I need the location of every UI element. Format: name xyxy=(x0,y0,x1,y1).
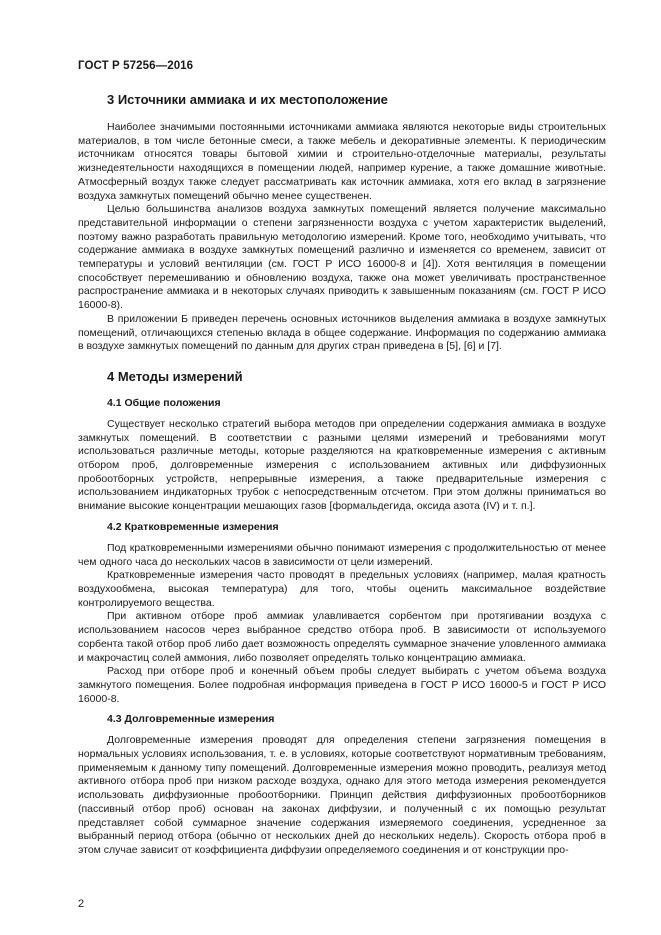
section-3-paragraph: Наиболее значимыми постоянными источниками аммиака являются некоторые виды строительных материалов, в том числе бетонные смеси, а также мебель и декоративные элементы. К периодическим источникам относятся товары бытовой химии и строительно-отделочные материалы, результаты жизнедеятельности находящихся в помещении людей, например курение, а также домашние животные. Атмосферный воздух также следует рассматривать как источник аммиака, хотя его вклад в загрязнение воздуха замкнутых помещений обычно менее существенен. xyxy=(78,121,606,202)
section-3-title: 3 Источники аммиака и их местоположение xyxy=(107,92,388,107)
document-header: ГОСТ Р 57256—2016 xyxy=(78,60,194,72)
subsection-4-3-paragraph: Долговременные измерения проводят для определения степени загрязнения помещения в нормальных условиях использования, т. е. в условиях, которые соответствуют нормативным требованиям, применяемым к данному типу помещений. Долговременные измерения можно проводить, реализуя метод активного отбора проб при низком расходе воздуха, однако для этого метода измерения рекомендуется использовать диффузионные пробоотборники. Принцип действия диффузионных пробоотборников (пассивный отбор проб) основан на законах диффузии, и полученный с их помощью результат представляет собой суммарное значение содержания измеряемого соединения, усредненное за выбранный период отбора (обычно от нескольких дней до нескольких недель). Скорость отбора проб в этом случае зависит от коэффициента диффузии определяемого соединения и от конструкции про- xyxy=(78,734,606,856)
subsection-4-2-paragraph: При активном отборе проб аммиак улавливается сорбентом при протягивании воздуха с использованием насосов через выбранное средство отбора проб. В зависимости от используемого сорбента такой отбор проб либо дает возможность определять суммарное значение уловленного аммиака и макрочастиц солей аммония, либо позволяет определять только концентрацию аммиака. xyxy=(78,610,606,664)
subsection-4-2-paragraph: Расход при отборе проб и конечный объем пробы следует выбирать с учетом объема воздуха замкнутого помещения. Более подробная информация приведена в ГОСТ Р ИСО 16000-5 и ГОСТ Р ИСО 16000-8. xyxy=(78,665,606,705)
subsection-4-1-title: 4.1 Общие положения xyxy=(107,396,221,409)
section-3-paragraph: Целью большинства анализов воздуха замкнутых помещений является получение максимально представительной информации о степени загрязненности воздуха с учетом характеристик выделений, поэтому важно разработать правильную методологию измерений. Кроме того, необходимо учитывать, что содержание аммиака в воздухе замкнутых помещений различно и изменяется со временем, зависит от температуры и условий вентиляции (см. ГОСТ Р ИСО 16000-8 и [4]). Хотя вентиляция в помещении способствует перемешиванию и обновлению воздуха, также она может увеличивать пространственное распространение аммиака и в некоторых случаях приводить к завышенным показаниям (см. ГОСТ Р ИСО 16000-8). xyxy=(78,203,606,312)
subsection-4-2-paragraph: Кратковременные измерения часто проводят в предельных условиях (например, малая кратность воздухообмена, высокая температура) для того, чтобы оценить максимальное воздействие контролируемого вещества. xyxy=(78,569,606,609)
subsection-4-2-paragraph: Под кратковременными измерениями обычно понимают измерения с продолжительностью от менее чем одного часа до нескольких часов в зависимости от цели измерений. xyxy=(78,541,606,568)
section-3-paragraph: В приложении Б приведен перечень основных источников выделения аммиака в воздухе замкнутых помещений, отличающихся степенью вклада в общее содержание. Информация по содержанию аммиака в воздухе замкнутых помещений по данным для других стран приведена в [5], [6] и [7]. xyxy=(78,312,606,353)
section-4-title: 4 Методы измерений xyxy=(107,368,243,384)
subsection-4-2-title: 4.2 Кратковременные измерения xyxy=(107,520,279,533)
subsection-4-3-title: 4.3 Долговременные измерения xyxy=(107,713,275,726)
page-number: 2 xyxy=(78,898,85,910)
page-content xyxy=(78,91,606,858)
subsection-4-1-paragraph: Существует несколько стратегий выбора методов при определении содержания аммиака в воздухе замкнутых помещений. В соответствии с разными целями измерений и требованиями могут использоваться различные методы, которые разделяются на кратковременные измерения с активным отбором проб, долговременные измерения с использованием активных или диффузионных пробоотборных устройств, непрерывные измерения, а также предварительные измерения с использованием индикаторных трубок с непосредственным отсчетом. При этом должны приниматься во внимание высокие концентрации мешающих газов [формальдегида, оксида азота (IV) и т. п.]. xyxy=(78,417,606,513)
